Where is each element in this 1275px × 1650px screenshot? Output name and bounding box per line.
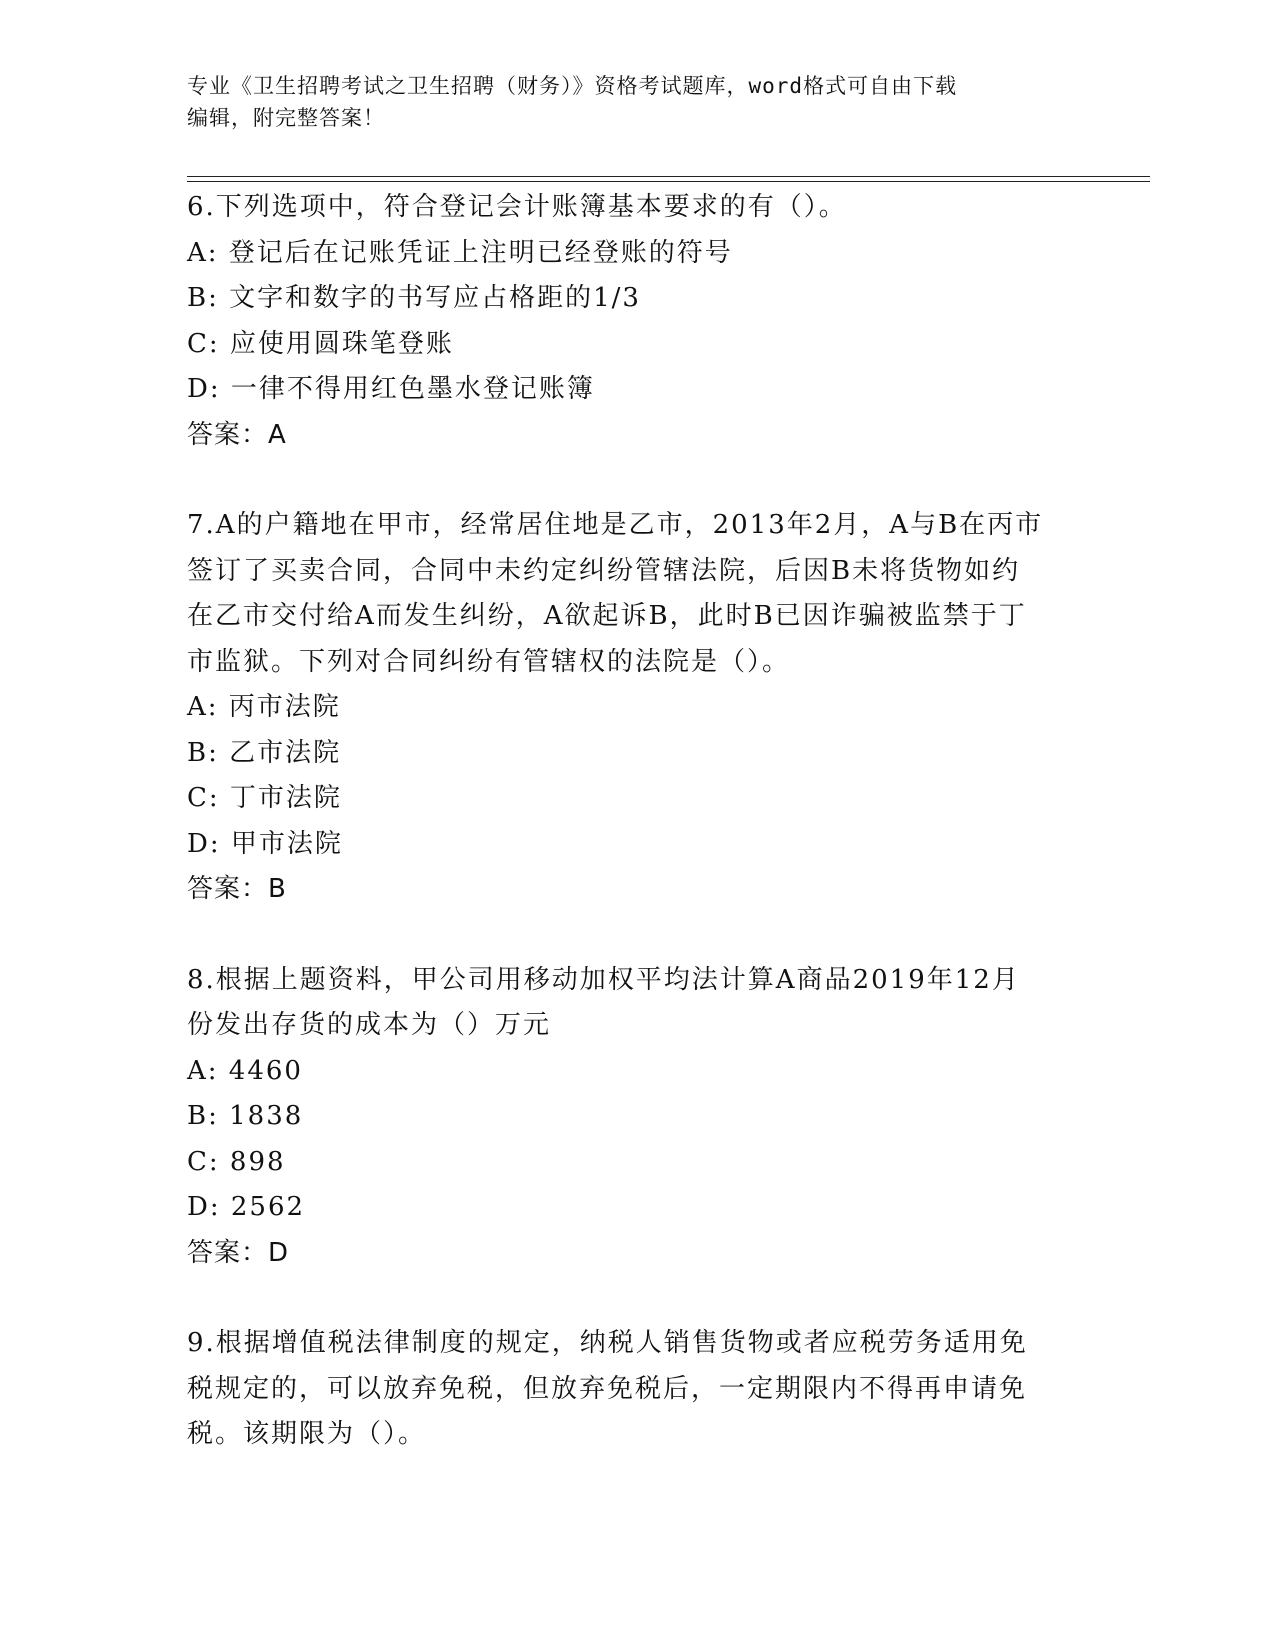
question-list: [187, 185, 1087, 1458]
document-header: [187, 70, 1087, 134]
spacer: [187, 458, 1087, 503]
option-c: C: 898: [187, 1146, 286, 1177]
question-line: 签订了买卖合同，合同中未约定纠纷管辖法院，后因B未将货物如约: [187, 555, 1021, 586]
option-b: B: 文字和数字的书写应占格距的1/3: [187, 283, 641, 313]
option-c: C: 应使用圆珠笔登账: [187, 328, 454, 359]
question-line: 税。该期限为（）。: [187, 1419, 427, 1449]
question-6: [187, 185, 1087, 458]
question-line: 份发出存货的成本为（）万元: [187, 1010, 552, 1040]
answer: 答案：B: [187, 874, 287, 904]
answer: 答案：A: [187, 419, 287, 450]
question-text: [187, 958, 1087, 1049]
question-line: 在乙市交付给A而发生纠纷，A欲起诉B，此时B已因诈骗被监禁于丁: [187, 601, 1027, 631]
question-line: 9.根据增值税法律制度的规定，纳税人销售货物或者应税劳务适用免: [187, 1328, 1028, 1358]
question-line: 6.下列选项中，符合登记会计账簿基本要求的有（）。: [187, 192, 847, 222]
answer: 答案：D: [187, 1237, 290, 1268]
header-line-2: 编辑，附完整答案！: [187, 106, 385, 130]
option-d: D: 一律不得用红色墨水登记账簿: [187, 374, 595, 404]
option-b: B: 1838: [187, 1101, 304, 1131]
question-9: [187, 1321, 1087, 1458]
question-line: 7.A的户籍地在甲市，经常居住地是乙市，2013年2月，A与B在丙市: [187, 510, 1044, 540]
header-divider-top: [187, 176, 1150, 177]
header-divider-bottom: [187, 181, 1150, 182]
spacer: [187, 913, 1087, 958]
question-text: [187, 503, 1087, 685]
option-a: A: 登记后在记账凭证上注明已经登账的符号: [187, 237, 733, 268]
question-line: 市监狱。下列对合同纠纷有管辖权的法院是（）。: [187, 646, 791, 677]
option-a: A: 4460: [187, 1055, 303, 1086]
header-line-1: 专业《卫生招聘考试之卫生招聘（财务）》资格考试题库，word格式可自由下载: [187, 74, 958, 98]
option-d: D: 甲市法院: [187, 828, 343, 859]
question-7: [187, 503, 1087, 913]
option-d: D: 2562: [187, 1192, 306, 1222]
question-text: [187, 1321, 1087, 1458]
question-text: [187, 185, 1087, 231]
option-b: B: 乙市法院: [187, 737, 342, 768]
spacer: [187, 1276, 1087, 1321]
question-line: 税规定的，可以放弃免税，但放弃免税后，一定期限内不得再申请免: [187, 1373, 1028, 1404]
option-a: A: 丙市法院: [187, 692, 341, 722]
question-8: [187, 958, 1087, 1277]
question-line: 8.根据上题资料，甲公司用移动加权平均法计算A商品2019年12月: [187, 964, 1020, 995]
option-c: C: 丁市法院: [187, 783, 342, 813]
